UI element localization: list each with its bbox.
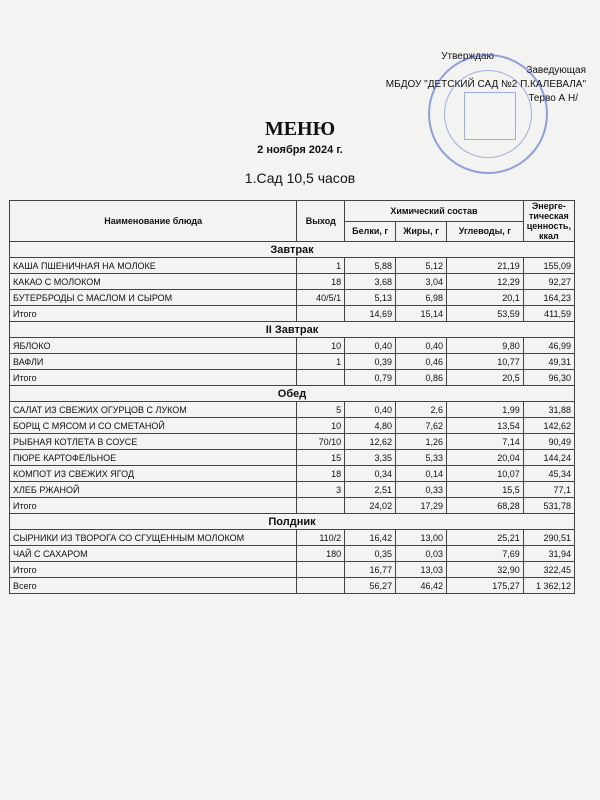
cell-name: САЛАТ ИЗ СВЕЖИХ ОГУРЦОВ С ЛУКОМ [10,402,297,418]
cell-energy: 31,94 [523,546,574,562]
approval-line-4: Терво А Н/ [528,93,578,104]
cell-name: РЫБНАЯ КОТЛЕТА В СОУСЕ [10,434,297,450]
cell-energy: 144,24 [523,450,574,466]
cell-energy: 92,27 [523,274,574,290]
cell-name: КАША ПШЕНИЧНАЯ НА МОЛОКЕ [10,258,297,274]
cell-name: Итого [10,306,297,322]
approval-line-2: Заведующая [526,65,586,76]
cell-carbs: 7,69 [446,546,523,562]
official-seal-icon [428,54,548,174]
cell-energy: 322,45 [523,562,574,578]
section-title: Обед [10,386,575,402]
cell-yield: 110/2 [297,530,345,546]
cell-name: ЯБЛОКО [10,338,297,354]
cell-name: ПЮРЕ КАРТОФЕЛЬНОЕ [10,450,297,466]
cell-yield: 10 [297,418,345,434]
cell-fat: 0,40 [396,338,447,354]
cell-fat: 46,42 [396,578,447,594]
cell-yield [297,498,345,514]
cell-protein: 12,62 [345,434,396,450]
cell-protein: 14,69 [345,306,396,322]
table-row [10,450,575,466]
table-row [10,354,575,370]
cell-name: СЫРНИКИ ИЗ ТВОРОГА СО СГУЩЕННЫМ МОЛОКОМ [10,530,297,546]
cell-protein: 5,13 [345,290,396,306]
cell-carbs: 53,59 [446,306,523,322]
cell-fat: 13,00 [396,530,447,546]
cell-fat: 13,03 [396,562,447,578]
cell-carbs: 7,14 [446,434,523,450]
section-row [10,514,575,530]
table-row [10,482,575,498]
cell-fat: 6,98 [396,290,447,306]
section-row [10,242,575,258]
cell-yield: 3 [297,482,345,498]
cell-fat: 1,26 [396,434,447,450]
cell-protein: 3,35 [345,450,396,466]
cell-energy: 290,51 [523,530,574,546]
cell-fat: 0,33 [396,482,447,498]
cell-carbs: 175,27 [446,578,523,594]
table-row [10,370,575,386]
cell-energy: 142,62 [523,418,574,434]
cell-carbs: 25,21 [446,530,523,546]
cell-carbs: 20,5 [446,370,523,386]
col-header-fat: Жиры, г [396,221,447,242]
cell-protein: 4,80 [345,418,396,434]
table-row [10,402,575,418]
cell-carbs: 9,80 [446,338,523,354]
section-title: Завтрак [10,242,575,258]
cell-energy: 411,59 [523,306,574,322]
cell-yield: 70/10 [297,434,345,450]
cell-name: БОРЩ С МЯСОМ И СО СМЕТАНОЙ [10,418,297,434]
cell-yield: 18 [297,466,345,482]
cell-carbs: 10,77 [446,354,523,370]
col-header-chemical: Химический состав [345,201,524,222]
table-row [10,258,575,274]
cell-name: Итого [10,498,297,514]
col-header-energy: Энерге-тическая ценность, ккал [523,201,574,242]
table-row [10,274,575,290]
table-row [10,546,575,562]
col-header-name: Наименование блюда [10,201,297,242]
cell-protein: 0,40 [345,402,396,418]
cell-energy: 155,09 [523,258,574,274]
table-row [10,530,575,546]
cell-energy: 31,88 [523,402,574,418]
section-title: Полдник [10,514,575,530]
table-row [10,290,575,306]
menu-table [9,200,575,594]
section-row [10,386,575,402]
cell-carbs: 15,5 [446,482,523,498]
approval-line-3: МБДОУ "ДЕТСКИЙ САД №2 П.КАЛЕВАЛА" [385,79,586,90]
cell-energy: 531,78 [523,498,574,514]
cell-protein: 0,40 [345,338,396,354]
cell-carbs: 20,1 [446,290,523,306]
cell-name: ВАФЛИ [10,354,297,370]
cell-carbs: 68,28 [446,498,523,514]
cell-yield [297,562,345,578]
cell-yield: 180 [297,546,345,562]
cell-energy: 90,49 [523,434,574,450]
cell-energy: 1 362,12 [523,578,574,594]
cell-yield [297,306,345,322]
table-row [10,466,575,482]
cell-fat: 2,6 [396,402,447,418]
cell-energy: 96,30 [523,370,574,386]
cell-yield: 5 [297,402,345,418]
total-row [10,578,575,594]
cell-yield: 1 [297,258,345,274]
cell-fat: 0,03 [396,546,447,562]
cell-fat: 5,12 [396,258,447,274]
table-row [10,498,575,514]
cell-fat: 15,14 [396,306,447,322]
cell-yield: 1 [297,354,345,370]
cell-fat: 17,29 [396,498,447,514]
menu-date: 2 ноября 2024 г. [257,144,343,156]
cell-protein: 16,42 [345,530,396,546]
cell-name: ЧАЙ С САХАРОМ [10,546,297,562]
cell-energy: 77,1 [523,482,574,498]
cell-protein: 24,02 [345,498,396,514]
cell-fat: 5,33 [396,450,447,466]
approval-line-1: Утверждаю [441,51,494,62]
col-header-carbs: Углеводы, г [446,221,523,242]
cell-energy: 49,31 [523,354,574,370]
menu-body [10,242,575,594]
cell-protein: 5,88 [345,258,396,274]
cell-name: КОМПОТ ИЗ СВЕЖИХ ЯГОД [10,466,297,482]
cell-protein: 0,35 [345,546,396,562]
cell-fat: 0,14 [396,466,447,482]
cell-fat: 3,04 [396,274,447,290]
cell-energy: 164,23 [523,290,574,306]
cell-carbs: 12,29 [446,274,523,290]
cell-energy: 45,34 [523,466,574,482]
cell-name: ХЛЕБ РЖАНОЙ [10,482,297,498]
cell-yield: 10 [297,338,345,354]
cell-yield [297,370,345,386]
cell-yield: 15 [297,450,345,466]
cell-name: БУТЕРБРОДЫ С МАСЛОМ И СЫРОМ [10,290,297,306]
cell-protein: 3,68 [345,274,396,290]
cell-name: КАКАО С МОЛОКОМ [10,274,297,290]
cell-name: Итого [10,562,297,578]
cell-carbs: 21,19 [446,258,523,274]
cell-carbs: 20,04 [446,450,523,466]
col-header-yield: Выход [297,201,345,242]
cell-carbs: 10,07 [446,466,523,482]
cell-fat: 0,86 [396,370,447,386]
section-row [10,322,575,338]
table-row [10,418,575,434]
cell-protein: 2,51 [345,482,396,498]
cell-carbs: 13,54 [446,418,523,434]
cell-yield: 40/5/1 [297,290,345,306]
table-row [10,434,575,450]
cell-name: Всего [10,578,297,594]
cell-protein: 0,39 [345,354,396,370]
col-header-protein: Белки, г [345,221,396,242]
table-row [10,338,575,354]
menu-subtitle: 1.Сад 10,5 часов [244,170,356,186]
cell-fat: 7,62 [396,418,447,434]
table-row [10,306,575,322]
cell-protein: 0,34 [345,466,396,482]
cell-carbs: 1,99 [446,402,523,418]
cell-yield: 18 [297,274,345,290]
section-title: II Завтрак [10,322,575,338]
cell-protein: 56,27 [345,578,396,594]
cell-yield [297,578,345,594]
cell-protein: 16,77 [345,562,396,578]
cell-name: Итого [10,370,297,386]
table-row [10,562,575,578]
cell-protein: 0,79 [345,370,396,386]
page-title: МЕНЮ [264,118,336,140]
cell-fat: 0,46 [396,354,447,370]
cell-carbs: 32,90 [446,562,523,578]
cell-energy: 46,99 [523,338,574,354]
